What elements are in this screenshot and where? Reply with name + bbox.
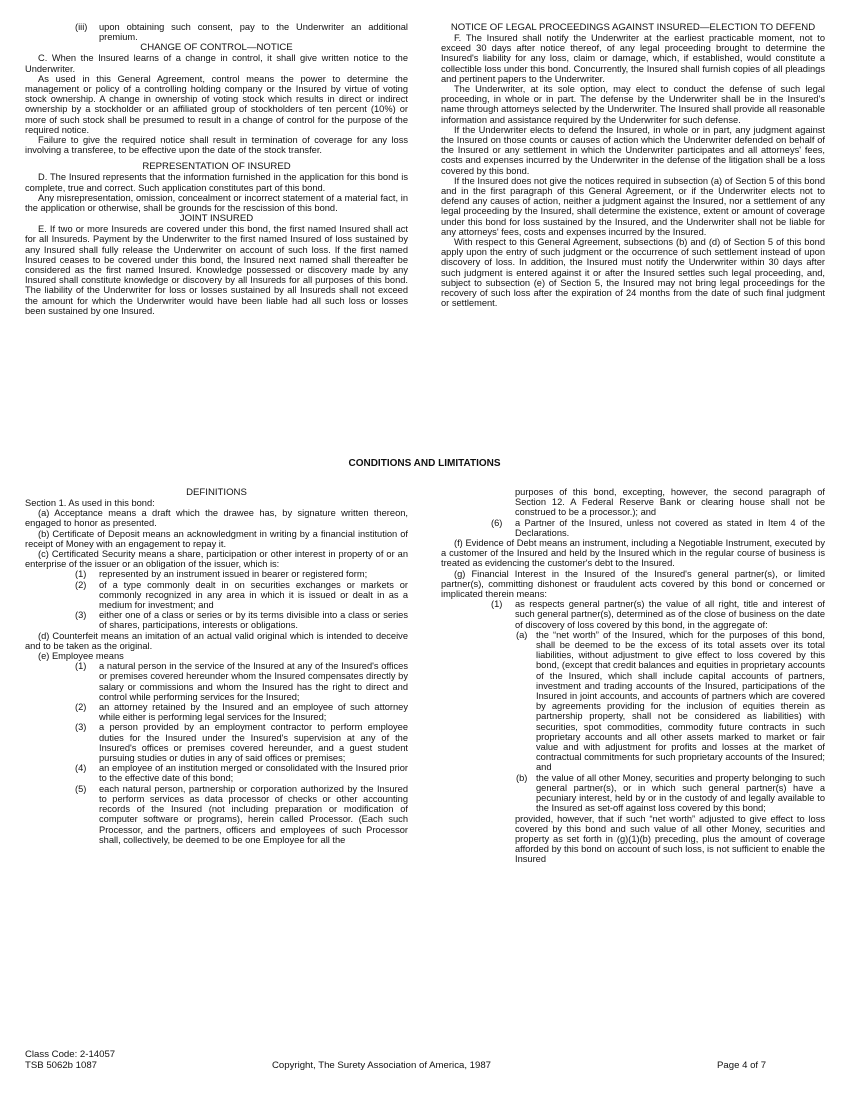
paragraph-section-1: Section 1. As used in this bond: xyxy=(25,498,155,508)
top-right-column xyxy=(441,22,825,308)
list-item-iii xyxy=(25,22,408,42)
item-text: a Partner of the Insured, unless not covered as stated in Item 4 of the Declarations. xyxy=(515,517,825,538)
heading-definitions: DEFINITIONS xyxy=(186,487,247,498)
list-item-e1 xyxy=(25,661,408,702)
list-item-g1a xyxy=(441,630,825,773)
item-text: upon obtaining such consent, pay to the Underwriter an additional premium. xyxy=(99,22,408,43)
item-text: an employee of an institution merged or consolidated with the Insured prior to the effective date of this bond; xyxy=(99,763,408,784)
footer-codes xyxy=(25,1049,115,1071)
list-item-g1b xyxy=(441,773,825,814)
list-item-e5-continued: purposes of this bond, excepting, however, the second paragraph of Section 12. A Federal Reserve Bank or clearing house shall not be construed to be a processor.); and xyxy=(515,487,825,518)
paragraph-control-definition: As used in this General Agreement, control means the power to determine the management or policy of a controlling holding company or the Insured by virtue of voting stock ownership. A change in ownership of voting stock which results in direct or indirect ownership by a stockholder or an affiliated group of stockholders of ten percent (10%) or more of such stock shall be presumed to result in a change of control for the purpose of the required notice. xyxy=(25,73,408,135)
item-number: (1) xyxy=(491,599,503,610)
item-text: a natural person in the service of the Insured at any of the Insured's offices or premises covered hereunder whom the Insured compensates directly by salary or commissions and whom the Insured has the right to direct and control while performing services for the Insured; xyxy=(99,661,408,702)
item-text: an attorney retained by the Insured and an employee of such attorney while either is performing legal services for the Insured; xyxy=(99,702,408,723)
definition-a: (a) Acceptance means a draft which the drawee has, by signature written thereon, engaged to honor as presented. xyxy=(25,508,408,529)
item-text: the “net worth” of the Insured, which for the purposes of this bond, shall be deemed to be the excess of its total assets over its total liabilities, without adjustment to give effect to loss covered by this bond, (except that credit balances and equities in proprietary accounts of the Insured, which shall include capital accounts of partners, investment and trading accounts of the Insured, participations of the Insured in joint accounts, and accounts of partners which are covered by agreements providing for the inclusion of equities therein as partnership property, shall not be considered as liabilities) with securities, spot commodities, commodity future contracts in such proprietary accounts and all other assets marked to market or fair value and with adjustment for profits and losses at the market of contractual commitments for such proprietary accounts of the Insured; and xyxy=(536,629,825,773)
item-text: a person provided by an employment contractor to perform employee duties for the Insured under the Insured's supervision at any of the Insured's offices or premises covered hereunder, and a guest student pursuing studies or duties in any of said offices or premises; xyxy=(99,722,408,764)
item-number: (2) xyxy=(75,702,87,713)
bottom-right-column xyxy=(441,487,825,865)
item-text: the value of all other Money, securities and property belonging to such general partner(s), or in which such general partner(s) have a pecuniary interest, held by or in the custody of and legally available to the Insured as set-off against loss covered by this bond; xyxy=(536,772,825,814)
tsb-code: TSB 5062b 1087 xyxy=(25,1060,98,1071)
class-code: Class Code: 2-14057 xyxy=(25,1049,116,1060)
item-number: (1) xyxy=(75,661,87,672)
item-number: (a) xyxy=(516,629,528,640)
list-item-e4 xyxy=(25,763,408,783)
heading-joint-insured: JOINT INSURED xyxy=(179,213,254,225)
item-number: (2) xyxy=(75,579,87,590)
heading-representation: REPRESENTATION OF INSURED xyxy=(142,161,291,173)
top-left-column xyxy=(25,22,408,316)
definition-g: (g) Financial Interest in the Insured of the Insured's general partner(s), or limited partner(s), committing dishonest or fraudulent acts covered by this bond or concerned or implicated therein means: xyxy=(441,568,825,600)
list-item-g1 xyxy=(441,599,825,630)
paragraph-no-notice: If the Insured does not give the notices required in subsection (a) of Section 5 of this bond and in the first paragraph of this General Agreement, or if the Underwriter elects not to defend any causes of action, neither a judgment against the Insured, nor a settlement of any legal proceeding by the Insured, shall determine the existence, extent or amount of coverage under this bond for loss sustained by the Insured, and the Underwriter shall not be liable for any attorneys' fees, costs and expenses incurred by the Insured. xyxy=(441,175,825,237)
bottom-left-column xyxy=(25,487,408,845)
paragraph-underwriter-defends: If the Underwriter elects to defend the Insured, in whole or in part, any judgment against the Insured on those counts or causes of action which the Underwriter defended on behalf of the Insured or any settlement in which the Underwriter participates and all attorneys' fees, costs and expenses incurred by the Underwriter in the defense of the litigation shall be a loss covered by this bond. xyxy=(441,124,825,176)
item-number: (1) xyxy=(75,569,87,580)
item-number: (3) xyxy=(75,722,87,733)
paragraph-failure-notice: Failure to give the required notice shall result in termination of coverage for any loss involving a transferee, to be effective upon the date of the stock transfer. xyxy=(25,135,408,156)
paragraph-c: C. When the Insured learns of a change in control, it shall give written notice to the Underwriter. xyxy=(25,53,408,74)
definition-b: (b) Certificate of Deposit means an acknowledgment in writing by a financial institution of receipt of Money with an engagement to repay it. xyxy=(25,528,408,549)
item-number: (4) xyxy=(75,763,87,774)
item-number: (iii) xyxy=(75,22,88,32)
definition-f: (f) Evidence of Debt means an instrument, including a Negotiable Instrument, executed by a customer of the Insured and held by the Insured which in the regular course of business is treated as evidencing the customer's debt to the Insured. xyxy=(441,538,825,569)
paragraph-misrepresentation: Any misrepresentation, omission, concealment or incorrect statement of a material fact, in the application or otherwise, shall be grounds for the rescission of this bond. xyxy=(25,192,408,214)
paragraph-general-agreement: With respect to this General Agreement, subsections (b) and (d) of Section 5 of this bond apply upon the entry of such judgment or the occurrence of such settlement instead of upon discovery of loss. In addition, the Insured must notify the Underwriter within 30 days after such judgment is entered against it or after the Insured settles such legal proceeding, and, subject to subsection (e) of Section 5, the Insured may not bring legal proceedings for the recovery of such loss after the expiration of 24 months from the date of such final judgment or settlement. xyxy=(441,237,825,309)
list-item-e5 xyxy=(25,784,408,845)
list-item-c1 xyxy=(25,569,408,579)
definition-e: (e) Employee means xyxy=(38,651,124,662)
list-item-c3 xyxy=(25,610,408,630)
definition-d: (d) Counterfeit means an imitation of an actual valid original which is intended to deceive and to be taken as the original. xyxy=(25,630,408,651)
paragraph-d: D. The Insured represents that the information furnished in the application for this bond is complete, true and correct. Such application constitutes part of this bond. xyxy=(25,172,408,193)
paragraph-e: E. If two or more Insureds are covered under this bond, the first named Insured shall act for all Insureds. Payment by the Underwriter to the first named Insured of loss sustained by any Insured shall fully release the Underwriter on account of such loss. If the first named Insured ceases to be covered under this bond, the Insured next named shall thereafter be considered as the first named Insured. Knowledge possessed or discovery made by any Insured shall constitute knowledge or discovery by all Insureds for all purposes of this bond. The liability of the Underwriter for loss or losses sustained by all Insureds shall not exceed the amount for which the Underwriter would have been liable had all such loss or losses been sustained by one Insured. xyxy=(25,224,408,316)
definition-c: (c) Certificated Security means a share, participation or other interest in property of or an enterprise of the issuer or an obligation of the issuer, which is: xyxy=(25,549,408,570)
paragraph-f: F. The Insured shall notify the Underwriter at the earliest practicable moment, not to exceed 30 days after notice thereof, of any legal proceeding brought to determine the Insured's liability for any loss, claim or damage, which, if established, would constitute a collectible loss under this bond. Concurrently, the Insured shall furnish copies of all pleadings and pertinent papers to the Underwriter. xyxy=(441,33,825,84)
list-item-c2 xyxy=(25,580,408,611)
paragraph-provided-however: provided, however, that if such “net worth” adjusted to give effect to loss covered by this bond and such value of all other Money, securities and property as set forth in (g)(1)(b) preceding, plus the amount of coverage afforded by this bond on account of such loss, is not sufficient to enable the Insured xyxy=(515,813,825,865)
copyright: Copyright, The Surety Association of America, 1987 xyxy=(272,1060,491,1071)
item-number: (5) xyxy=(75,783,87,794)
item-text: each natural person, partnership or corporation authorized by the Insured to perform services as data processor of checks or other accounting records of the Insured (not including preparation or modification of computer software or programs), herein called Processor. (Each such Processor, and the partners, officers and employees of such Processor shall, collectively, be deemed to be one Employee for all the xyxy=(99,783,408,845)
item-number: (3) xyxy=(75,610,87,621)
item-number: (6) xyxy=(491,517,503,528)
item-text: either one of a class or series or by its terms divisible into a class or series of shares, participations, interests or obligations. xyxy=(99,610,408,631)
item-text: represented by an instrument issued in bearer or registered form; xyxy=(99,569,368,580)
list-item-e6 xyxy=(441,518,825,538)
item-number: (b) xyxy=(516,772,528,783)
heading-notice-legal-proceedings: NOTICE OF LEGAL PROCEEDINGS AGAINST INSURED—ELECTION TO DEFEND xyxy=(450,22,816,33)
section-heading-conditions: CONDITIONS AND LIMITATIONS xyxy=(348,458,501,469)
item-text: as respects general partner(s) the value of all right, title and interest of such general partner(s), determined as of the close of business on the date of discovery of loss covered by this bond, in the aggregate of: xyxy=(515,599,825,630)
item-text: of a type commonly dealt in on securities exchanges or markets or commonly recognized in any area in which it is issued or dealt in as a medium for investment; and xyxy=(99,579,408,611)
list-item-e2 xyxy=(25,702,408,722)
paragraph-underwriter-option: The Underwriter, at its sole option, may elect to conduct the defense of such legal proceeding, in whole or in part. The defense by the Underwriter shall be in the Insured's name through attorneys selected by the Underwriter. The Insured shall provide all reasonable information and assistance required by the Underwriter for such defense. xyxy=(441,84,825,125)
list-item-e3 xyxy=(25,722,408,763)
heading-change-of-control: CHANGE OF CONTROL—NOTICE xyxy=(140,42,293,54)
page-number: Page 4 of 7 xyxy=(717,1060,767,1071)
